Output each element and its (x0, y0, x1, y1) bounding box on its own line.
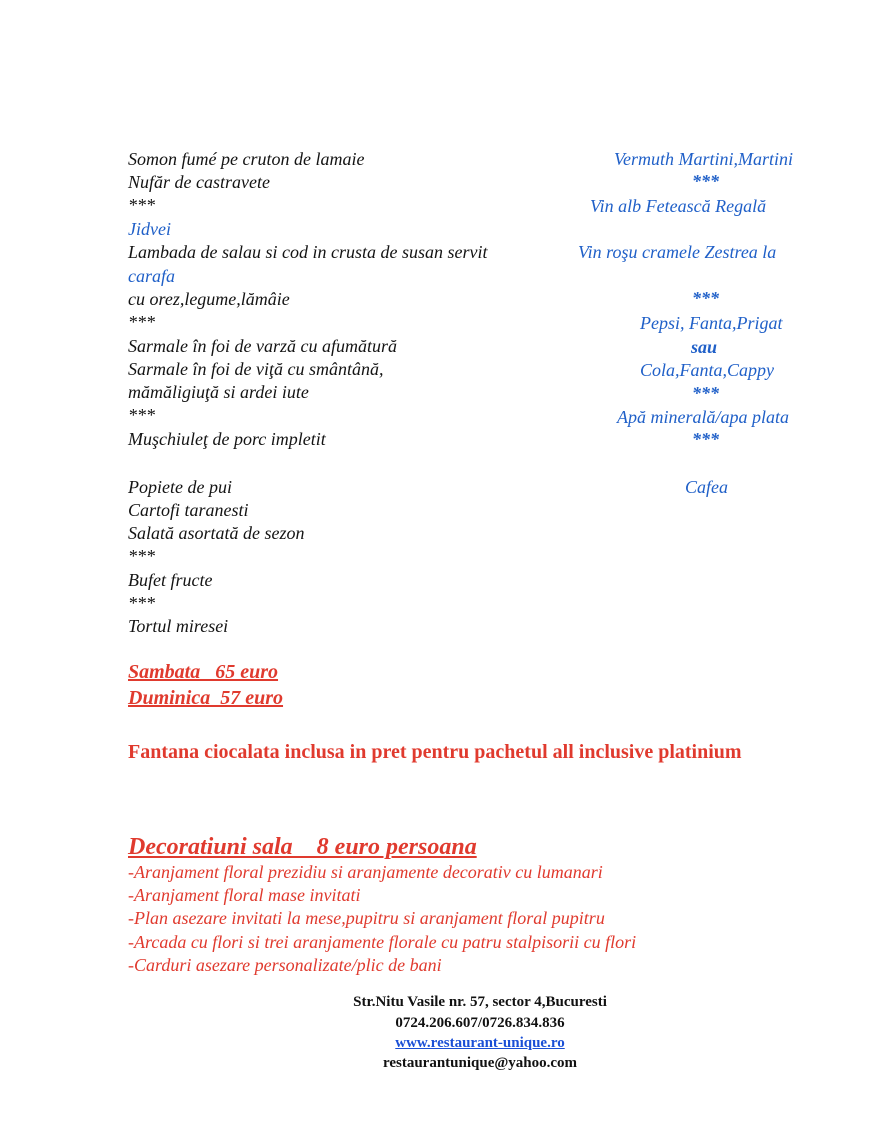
menu-item: Sarmale în foi de viţă cu smântână, (128, 359, 384, 379)
menu-item: Muşchiuleţ de porc impletit (128, 429, 326, 449)
footer-email: restaurantunique@yahoo.com (382, 1055, 578, 1071)
menu-separator: *** (128, 546, 155, 566)
decoration-item: -Arcada cu flori si trei aranjamente florale cu patru stalpisorii cu flori (128, 932, 637, 952)
drink-separator: *** (692, 171, 719, 191)
decoration-item: -Aranjament floral mase invitati (128, 885, 361, 905)
decorations-title: Decoratiuni sala 8 euro persoana (128, 834, 477, 860)
price-saturday: Sambata 65 euro (128, 661, 279, 683)
menu-item: Sarmale în foi de varză cu afumătură (128, 336, 397, 356)
menu-item: Nufăr de castravete (128, 172, 270, 192)
menu-item: cu orez,legume,lămâie (128, 289, 290, 309)
drink-separator: *** (692, 288, 719, 308)
drink-separator: *** (692, 429, 719, 449)
decoration-item: -Carduri asezare personalizate/plic de bani (128, 955, 442, 975)
footer-address: Str.Nitu Vasile nr. 57, sector 4,Bucuresti (353, 994, 607, 1010)
footer-phones: 0724.206.607/0726.834.836 (395, 1015, 565, 1031)
drink-item: Pepsi, Fanta,Prigat (640, 313, 783, 333)
drink-item: Vermuth Martini,Martini (614, 149, 793, 169)
drink-item: Cafea (685, 477, 728, 497)
menu-item: Somon fumé pe cruton de lamaie (128, 149, 365, 169)
menu-item: Popiete de pui (128, 477, 232, 497)
decoration-item: -Aranjament floral prezidiu si aranjamente decorativ cu lumanari (128, 862, 603, 882)
menu-item: Bufet fructe (128, 570, 213, 590)
drink-connector: sau (691, 337, 718, 357)
chocolate-fountain-note: Fantana ciocalata inclusa in pret pentru pachetul all inclusive platinium (128, 741, 742, 763)
menu-item: mămăligiuţă si ardei iute (128, 382, 309, 402)
menu-separator: *** (128, 312, 155, 332)
menu-item-drink-overflow: Jidvei (128, 219, 171, 239)
drink-separator: *** (692, 383, 719, 403)
menu-item: Cartofi taranesti (128, 500, 249, 520)
menu-separator: *** (128, 195, 155, 215)
menu-separator: *** (128, 405, 155, 425)
drink-item: Vin alb Fetească Regală (590, 196, 767, 216)
menu-item: Tortul miresei (128, 616, 229, 636)
footer-website-link[interactable]: www.restaurant-unique.ro (395, 1035, 565, 1051)
decoration-item: -Plan asezare invitati la mese,pupitru si aranjament floral pupitru (128, 908, 605, 928)
drink-item: Cola,Fanta,Cappy (640, 360, 774, 380)
price-sunday: Duminica 57 euro (128, 687, 284, 709)
menu-item: Salată asortată de sezon (128, 523, 305, 543)
menu-separator: *** (128, 593, 155, 613)
menu-item-drink-overflow: carafa (128, 266, 175, 286)
menu-item: Lambada de salau si cod in crusta de susan servit (128, 242, 488, 262)
drink-item: Vin roşu cramele Zestrea la (578, 242, 777, 262)
drink-item: Apă minerală/apa plata (617, 407, 789, 427)
